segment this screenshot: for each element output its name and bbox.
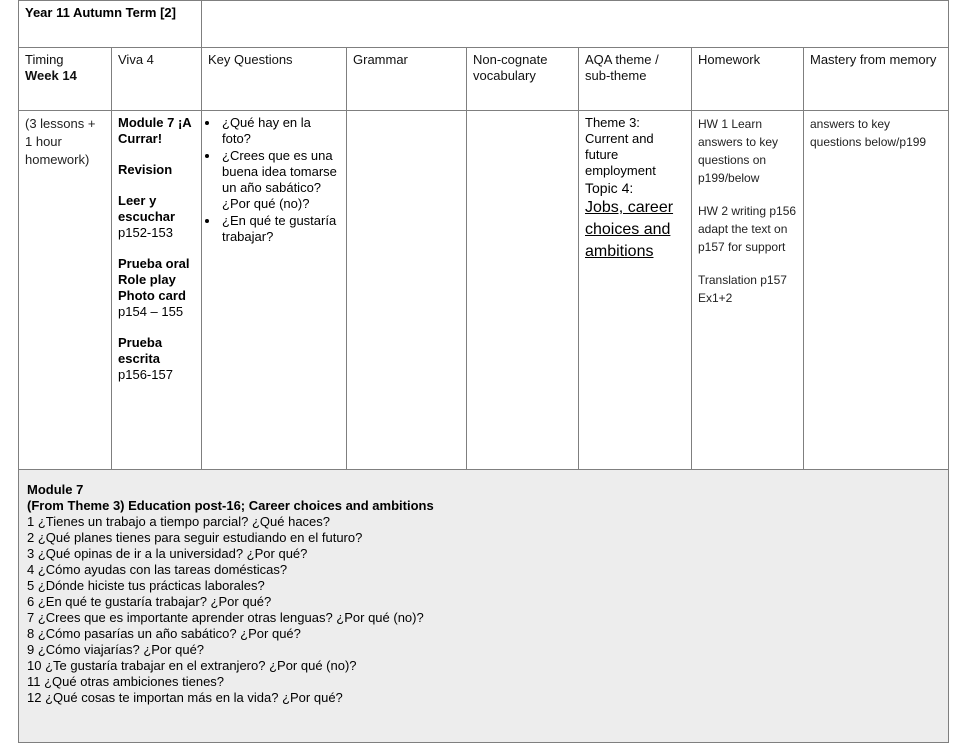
homework-cell: [692, 111, 804, 470]
aqa-cell: [579, 111, 692, 470]
module-question: 10 ¿Te gustaría trabajar en el extranjero? ¿Por qué (no)?: [27, 658, 357, 673]
module-question: 5 ¿Dónde hiciste tus prácticas laborales?: [27, 578, 265, 593]
module-title: Module 7: [27, 482, 84, 497]
homework-item: HW 1 Learn answers to key questions on p199/below: [698, 117, 779, 185]
key-question-item: • ¿Qué hay en la foto?: [220, 115, 340, 147]
module-question: 3 ¿Qué opinas de ir a la universidad? ¿Por qué?: [27, 546, 308, 561]
viva-leer-block: [118, 193, 195, 241]
module-question: 6 ¿En qué te gustaría trabajar? ¿Por qué?: [27, 594, 272, 609]
mastery-text: answers to key questions below/p199: [810, 117, 927, 149]
module-question: 1 ¿Tienes un trabajo a tiempo parcial? ¿Qué haces?: [27, 514, 331, 529]
timing-detail: (3 lessons + 1 hour homework): [25, 116, 96, 167]
term-title: Year 11 Autumn Term [2]: [25, 5, 176, 20]
aqa-topic-label: Topic 4:: [585, 180, 634, 196]
homework-list: [698, 115, 797, 307]
module-subtitle: (From Theme 3) Education post-16; Career choices and ambitions: [27, 498, 434, 513]
module-question: 7 ¿Crees que es importante aprender otras lenguas? ¿Por qué (no)?: [27, 610, 424, 625]
aqa-theme-label: Theme 3: Current and future employment: [585, 115, 656, 178]
grammar-cell: [347, 111, 467, 470]
homework-item: HW 2 writing p156 adapt the text on p157 for support: [698, 204, 797, 254]
viva-revision: Revision: [118, 162, 173, 177]
viva-prueba-escrita: Prueba escrita: [118, 335, 163, 366]
module-question: 12 ¿Qué cosas te importan más en la vida? ¿Por qué?: [27, 690, 343, 705]
aqa-topic-title: Jobs, career choices and ambitions: [585, 199, 674, 260]
viva-photo-card: Photo card: [118, 288, 186, 303]
viva-leer-pages: p152-153: [118, 225, 173, 240]
header-mastery: Mastery from memory: [804, 48, 949, 111]
header-key-questions: Key Questions: [202, 48, 347, 111]
timing-cell: [19, 111, 112, 470]
viva-escrita-block: [118, 335, 195, 383]
viva-oral-block: [118, 256, 195, 320]
module-question: 9 ¿Cómo viajarías? ¿Por qué?: [27, 642, 205, 657]
viva-cell: [112, 111, 202, 470]
content-row: [19, 111, 949, 470]
viva-role-play: Role play: [118, 272, 176, 287]
module-question: 4 ¿Cómo ayudas con las tareas domésticas?: [27, 562, 288, 577]
module-question: 11 ¿Qué otras ambiciones tienes?: [27, 674, 225, 689]
key-questions-list: [208, 115, 340, 245]
header-homework: Homework: [692, 48, 804, 111]
key-question-item: • ¿En qué te gustaría trabajar?: [220, 213, 340, 245]
header-week: Week 14: [25, 68, 77, 83]
viva-leer-title: Leer y escuchar: [118, 193, 176, 224]
module-section: [19, 470, 949, 743]
module-row: [19, 470, 949, 743]
title-row: [19, 1, 949, 48]
viva-escrita-pages: p156-157: [118, 367, 173, 382]
header-aqa: AQA theme / sub-theme: [579, 48, 692, 111]
lesson-plan-table: [18, 0, 949, 743]
header-timing: [19, 48, 112, 111]
header-viva: Viva 4: [112, 48, 202, 111]
title-blank-cell: [202, 1, 949, 48]
header-noncognate: Non-cognate vocabulary: [467, 48, 579, 111]
header-grammar: Grammar: [347, 48, 467, 111]
viva-oral-pages: p154 – 155: [118, 304, 184, 319]
header-row: [19, 48, 949, 111]
header-timing-label: Timing: [25, 52, 64, 67]
noncognate-cell: [467, 111, 579, 470]
mastery-cell: [804, 111, 949, 470]
viva-prueba-oral: Prueba oral: [118, 256, 190, 271]
module-question: 2 ¿Qué planes tienes para seguir estudiando en el futuro?: [27, 530, 363, 545]
viva-module-title: Module 7 ¡A Currar!: [118, 115, 192, 146]
key-questions-cell: [202, 111, 347, 470]
module-question: 8 ¿Cómo pasarías un año sabático? ¿Por qué?: [27, 626, 301, 641]
key-question-item: • ¿Crees que es una buena idea tomarse un año sabático? ¿Por qué (no)?: [220, 148, 340, 212]
homework-item: Translation p157 Ex1+2: [698, 273, 787, 305]
term-title-cell: [19, 1, 202, 48]
